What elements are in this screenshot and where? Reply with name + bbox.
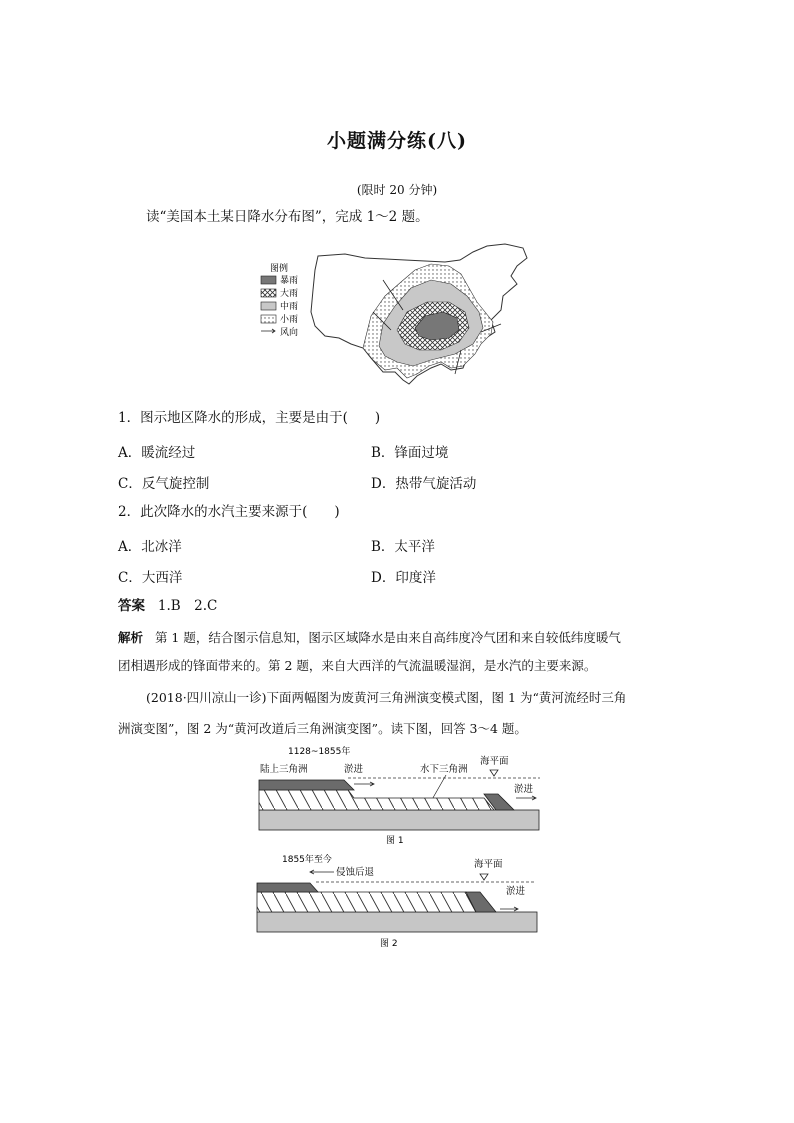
intro-paragraph-2-line-2: 洲演变图”，图 2 为“黄河改道后三角洲演变图”。读下图，回答 3～4 题。 (118, 721, 527, 736)
fig1-underwater-delta-label: 水下三角洲 (420, 764, 468, 775)
fig1-period: 1128~1855年 (288, 747, 351, 757)
fig2-period: 1855年至今 (282, 855, 332, 865)
question-1-option-a: A．暖流经过 (118, 445, 196, 461)
explanation-line-1 (118, 629, 621, 647)
fig2-erosion-arrow-icon (310, 870, 334, 874)
figure-2-delta-diagram (250, 850, 550, 952)
fig1-sea-level-label: 海平面 (480, 756, 509, 767)
us-precipitation-map (255, 240, 545, 390)
question-1-option-d: D．热带气旋活动 (371, 476, 477, 492)
legend-heavy-rain: 大雨 (280, 289, 299, 299)
question-1-option-b: B．锋面过境 (371, 445, 449, 461)
time-limit: (限时 20 分钟) (356, 183, 438, 197)
sea-level-icon (490, 770, 498, 776)
explanation-text-1: 第 1 题，结合图示信息知，图示区域降水是由来自高纬度冷气团和来自较低纬度暖气 (154, 630, 621, 645)
question-2-option-b: B．太平洋 (371, 539, 435, 555)
question-1-option-c: C．反气旋控制 (118, 476, 210, 492)
fig1-silt-arrow-icon (354, 782, 374, 786)
fig1-silt-in-right-label: 淤进 (514, 784, 534, 795)
legend-rainstorm: 暴雨 (280, 276, 299, 286)
fig1-caption: 图 1 (386, 836, 404, 846)
question-1-stem: 1．图示地区降水的形成，主要是由于( ) (118, 410, 381, 426)
answer-text: 1.B 2.C (157, 598, 218, 614)
legend-wind-arrow-icon (261, 329, 275, 333)
fig1-land-delta-label: 陆上三角洲 (260, 764, 308, 775)
fig2-erosion-label: 侵蚀后退 (336, 867, 375, 878)
fig2-caption: 图 2 (380, 939, 398, 949)
fig2-sea-level-label: 海平面 (474, 859, 503, 870)
sea-level-icon (480, 874, 488, 880)
legend-moderate-rain: 中雨 (280, 302, 299, 312)
intro-paragraph-2-line-1: (2018·四川凉山一诊)下面两幅图为废黄河三角洲演变模式图，图 1 为“黄河流经时三角 (146, 690, 627, 705)
question-2-option-d: D．印度洋 (371, 570, 436, 586)
fig1-land-delta (259, 780, 354, 790)
legend-title: 图例 (270, 264, 289, 274)
legend-wind: 风向 (280, 328, 299, 338)
explanation-label: 解析 (118, 630, 144, 645)
fig1-silt-in-label: 淤进 (344, 764, 364, 775)
fig2-silt-arrow-icon (500, 907, 518, 911)
figure-1-delta-diagram (250, 742, 550, 850)
answer-label: 答案 (118, 598, 145, 614)
answer-line (118, 597, 217, 615)
legend-light-rain: 小雨 (280, 315, 299, 325)
page-title: 小题满分练(八) (327, 130, 467, 152)
fig2-land-delta (257, 883, 318, 892)
explanation-line-2: 团相遇形成的锋面带来的。第 2 题，来自大西洋的气流温暖湿润，是水汽的主要来源。 (118, 658, 597, 673)
intro-paragraph-1: 读“美国本土某日降水分布图”，完成 1～2 题。 (146, 209, 429, 225)
fig1-sea-floor (259, 810, 539, 830)
fig2-sea-floor (257, 912, 537, 932)
question-2-option-c: C．大西洋 (118, 570, 183, 586)
fig2-silt-in-label: 淤进 (506, 886, 526, 897)
question-2-option-a: A．北冰洋 (118, 539, 182, 555)
question-2-stem: 2．此次降水的水汽主要来源于( ) (118, 504, 340, 520)
fig1-silt-right-arrow-icon (516, 796, 536, 800)
